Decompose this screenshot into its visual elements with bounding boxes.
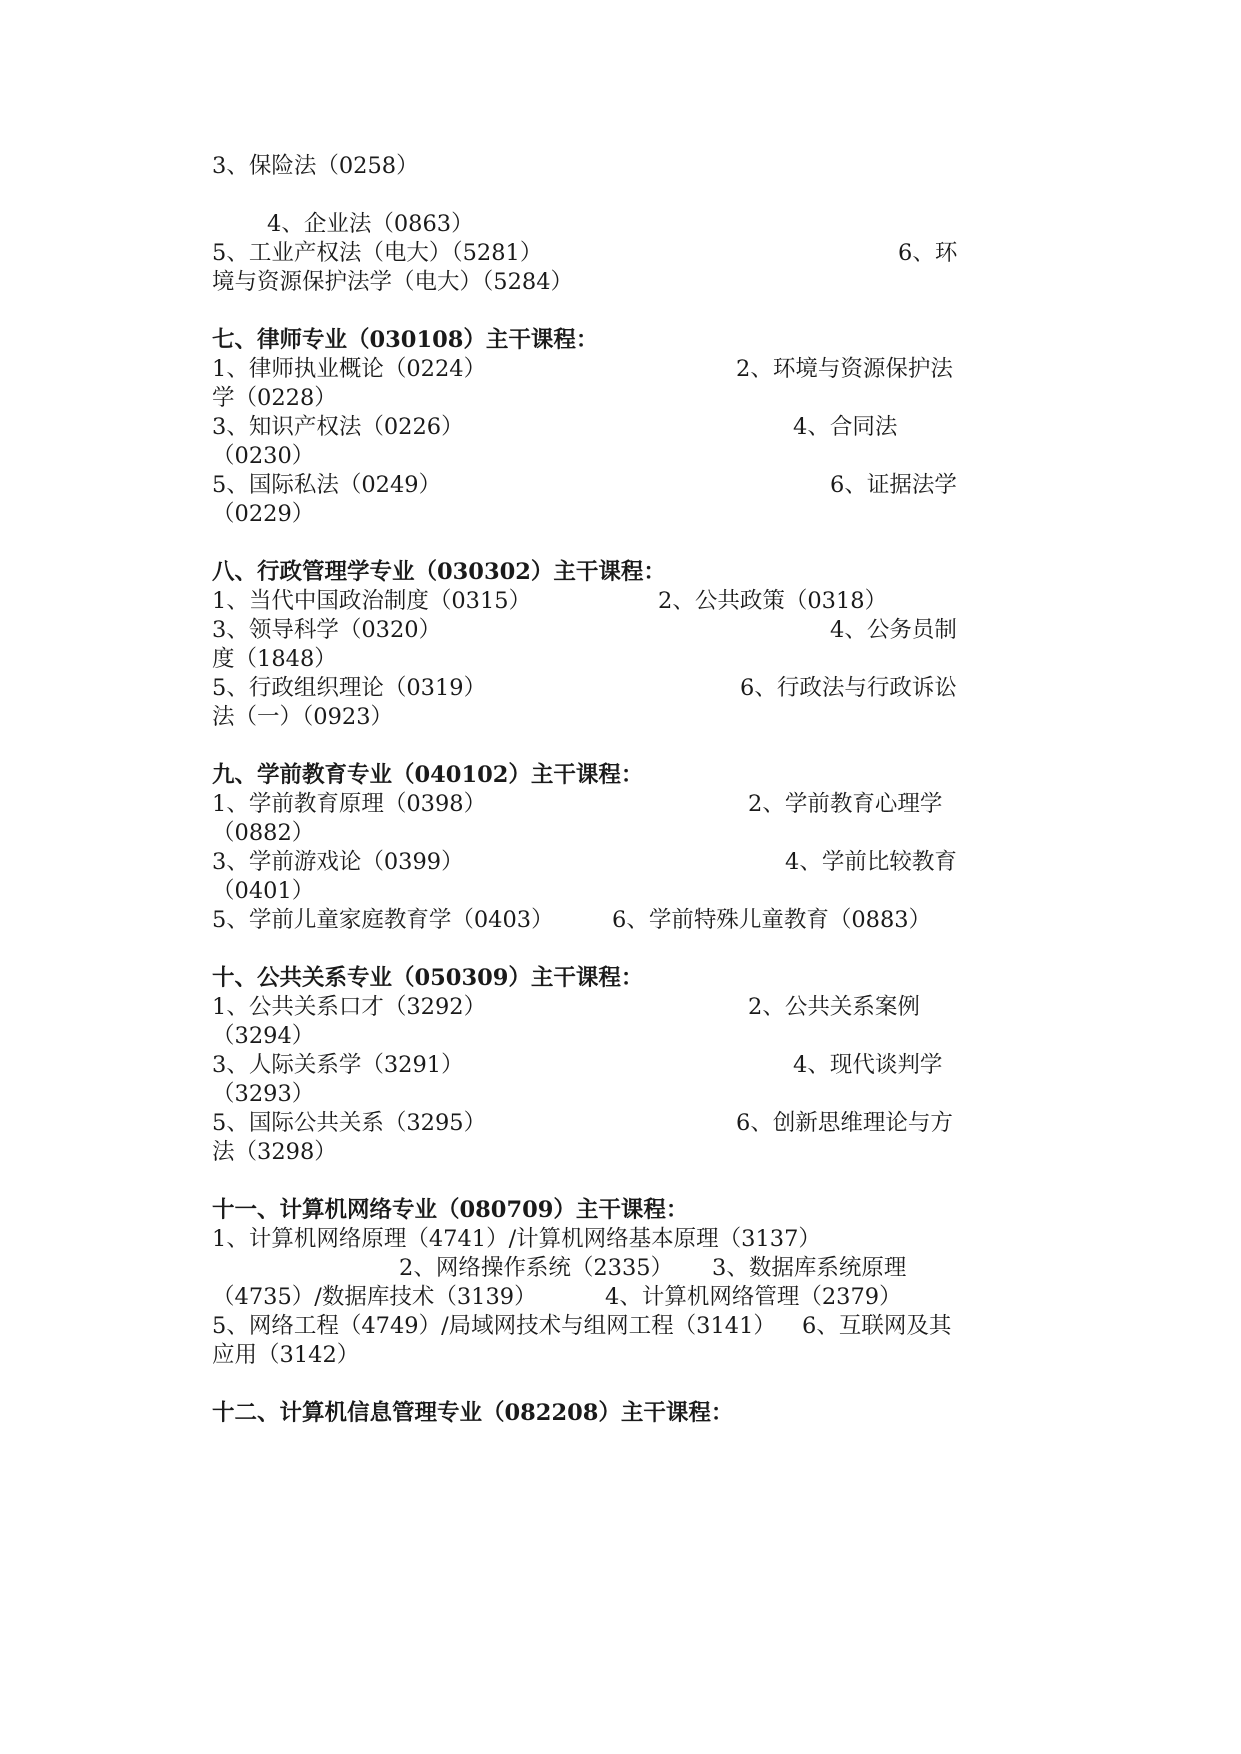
- course-line: 4、合同法: [793, 414, 898, 440]
- course-line: 4、现代谈判学: [793, 1052, 943, 1078]
- course-line: 法（一）（0923）: [212, 704, 394, 730]
- course-line: （0229）: [212, 501, 315, 527]
- course-line: 2、公共关系案例: [748, 994, 920, 1020]
- course-line: 6、证据法学: [830, 472, 957, 498]
- course-line: 4、公务员制: [830, 617, 957, 643]
- section-heading: 十一、计算机网络专业（080709）主干课程：: [212, 1197, 689, 1223]
- course-line: 3、保险法（0258）: [212, 153, 419, 179]
- course-line: 5、网络工程（4749）/局域网技术与组网工程（3141）: [212, 1313, 776, 1339]
- course-line: 3、数据库系统原理: [712, 1255, 907, 1281]
- section-heading: 八、行政管理学专业（030302）主干课程：: [212, 559, 666, 585]
- course-line: 2、环境与资源保护法: [736, 356, 953, 382]
- course-line: （0230）: [212, 443, 315, 469]
- course-line: 3、人际关系学（3291）: [212, 1052, 464, 1078]
- course-line: 2、公共政策（0318）: [658, 588, 888, 614]
- section-heading: 七、律师专业（030108）主干课程：: [212, 327, 599, 353]
- course-line: 5、学前儿童家庭教育学（0403）: [212, 907, 554, 933]
- course-line: 6、学前特殊儿童教育（0883）: [612, 907, 932, 933]
- course-line: 度（1848）: [212, 646, 337, 672]
- course-line: 5、行政组织理论（0319）: [212, 675, 487, 701]
- course-line: （0882）: [212, 820, 315, 846]
- course-line: 学（0228）: [212, 385, 337, 411]
- course-line: 1、公共关系口才（3292）: [212, 994, 487, 1020]
- course-line: 2、学前教育心理学: [748, 791, 943, 817]
- course-line: 5、国际私法（0249）: [212, 472, 442, 498]
- course-line: 2、网络操作系统（2335）: [399, 1255, 674, 1281]
- document-body: [212, 150, 1032, 1600]
- course-line: 1、计算机网络原理（4741）/计算机网络基本原理（3137）: [212, 1226, 821, 1252]
- course-line: 6、行政法与行政诉讼: [740, 675, 957, 701]
- course-line: （4735）/数据库技术（3139）: [212, 1284, 537, 1310]
- course-line: 6、环: [898, 240, 958, 266]
- course-line: （3293）: [212, 1081, 315, 1107]
- course-line: 3、学前游戏论（0399）: [212, 849, 464, 875]
- course-line: 4、计算机网络管理（2379）: [605, 1284, 902, 1310]
- course-line: 境与资源保护法学（电大）（5284）: [212, 269, 574, 295]
- course-line: 1、律师执业概论（0224）: [212, 356, 487, 382]
- course-line: 6、创新思维理论与方: [736, 1110, 953, 1136]
- course-line: 5、国际公共关系（3295）: [212, 1110, 487, 1136]
- course-line: 3、知识产权法（0226）: [212, 414, 464, 440]
- course-line: 4、企业法（0863）: [267, 211, 474, 237]
- course-line: （3294）: [212, 1023, 315, 1049]
- course-line: 1、当代中国政治制度（0315）: [212, 588, 532, 614]
- section-heading: 十、公共关系专业（050309）主干课程：: [212, 965, 644, 991]
- course-line: 3、领导科学（0320）: [212, 617, 442, 643]
- course-line: 1、学前教育原理（0398）: [212, 791, 487, 817]
- course-line: 法（3298）: [212, 1139, 337, 1165]
- course-line: 应用（3142）: [212, 1342, 360, 1368]
- section-heading: 九、学前教育专业（040102）主干课程：: [212, 762, 644, 788]
- course-line: 5、工业产权法（电大）（5281）: [212, 240, 543, 266]
- course-line: 4、学前比较教育: [785, 849, 957, 875]
- course-line: （0401）: [212, 878, 315, 904]
- section-heading: 十二、计算机信息管理专业（082208）主干课程：: [212, 1400, 734, 1426]
- course-line: 6、互联网及其: [802, 1313, 952, 1339]
